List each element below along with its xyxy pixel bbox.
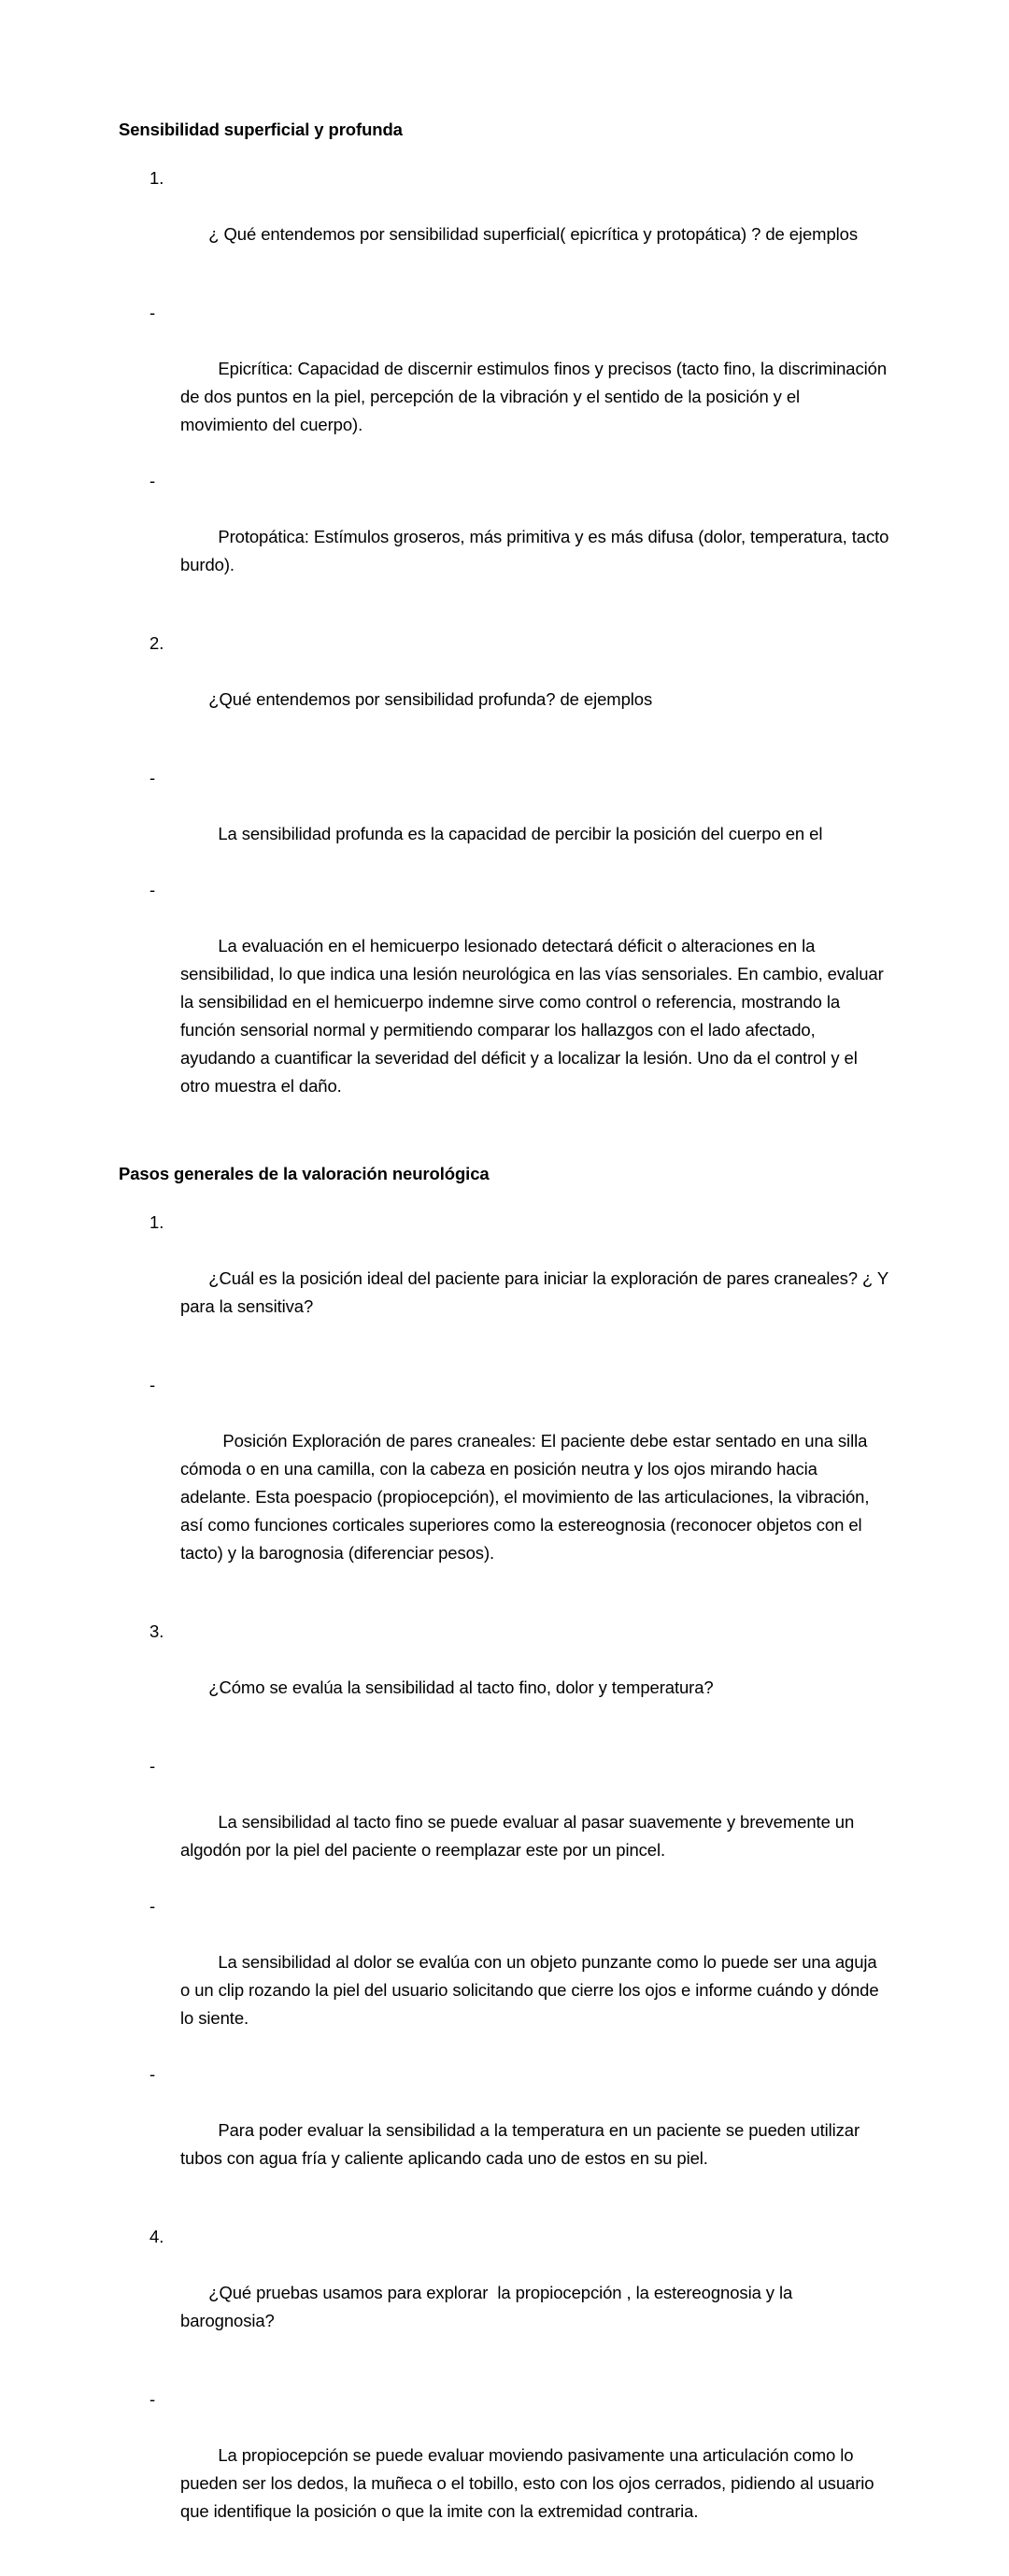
list-item-text: Epicrítica: Capacidad de discernir estimulos finos y precisos (tacto fino, la discriminación de dos puntos en la piel, percepción de la vibración y el sentido de la posición y el movimiento del cuerpo). bbox=[180, 359, 892, 434]
list-marker: 2. bbox=[149, 633, 164, 653]
list-item-text: La propiocepción se puede evaluar moviendo pasivamente una articulación como lo pueden ser los dedos, la muñeca o el tobillo, esto con los ojos cerrados, pidiendo al usuario que identifique la posición o que la imite con la extremidad contraria. bbox=[180, 2445, 879, 2521]
question-2-3 bbox=[119, 1618, 890, 1730]
question-text: ¿Qué pruebas usamos para explorar la propiocepción , la estereognosia y la barognosia? bbox=[180, 2283, 798, 2330]
list-item-text: Posición Exploración de pares craneales: El paciente debe estar sentado en una silla cómoda o en una camilla, con la cabeza en posición neutra y los ojos mirando hacia adelante. Esta poespacio (propiocepción), el movimiento de las articulaciones, la vibración, así como funciones corticales superiores como la estereognosia (reconocer objetos con el tacto) y la barognosia (diferenciar pesos). bbox=[180, 1431, 874, 1563]
list-item bbox=[119, 876, 890, 1128]
dash-marker: - bbox=[149, 1896, 156, 1916]
section-1-heading: Sensibilidad superficial y profunda bbox=[119, 120, 403, 139]
dash-marker: - bbox=[149, 768, 156, 787]
list-item-text: La sensibilidad al tacto fino se puede evaluar al pasar suavemente y brevemente un algodón por la piel del paciente o reemplazar este por un pincel. bbox=[180, 1812, 860, 1860]
dash-marker: - bbox=[149, 1756, 156, 1776]
question-1-2 bbox=[119, 630, 890, 742]
list-item bbox=[119, 467, 894, 607]
question-1-1 bbox=[119, 164, 890, 276]
answer-list-1-1 bbox=[119, 299, 894, 607]
question-text: ¿Qué entendemos por sensibilidad profunda? de ejemplos bbox=[208, 689, 653, 709]
dash-marker: - bbox=[149, 1375, 156, 1394]
document-body bbox=[119, 116, 894, 2576]
question-2-4 bbox=[119, 2223, 890, 2363]
dash-marker: - bbox=[149, 2064, 156, 2084]
answer-list-2-1 bbox=[119, 1371, 890, 1595]
question-text: ¿Cuál es la posición ideal del paciente para iniciar la exploración de pares craneales? ¿ Y para la sensitiva? bbox=[180, 1268, 893, 1316]
answer-list-1-2 bbox=[119, 764, 890, 1128]
list-item bbox=[119, 764, 890, 876]
question-2-1 bbox=[119, 1209, 893, 1349]
list-marker: 1. bbox=[149, 168, 164, 188]
list-item bbox=[119, 1892, 890, 2060]
list-item-text: La sensibilidad al dolor se evalúa con un objeto punzante como lo puede ser una aguja o un clip rozando la piel del usuario solicitando que cierre los ojos e informe cuándo y dónde lo siente. bbox=[180, 1952, 884, 2028]
section-2-heading: Pasos generales de la valoración neurológica bbox=[119, 1164, 490, 1183]
section-2 bbox=[119, 1160, 890, 1188]
list-item bbox=[119, 2385, 890, 2554]
list-item bbox=[119, 1371, 890, 1595]
answer-list-2-4 bbox=[119, 2385, 890, 2554]
dash-marker: - bbox=[149, 880, 156, 899]
dash-marker: - bbox=[149, 303, 156, 322]
section-1 bbox=[119, 116, 890, 144]
question-text: ¿ Qué entendemos por sensibilidad superficial( epicrítica y protopática) ? de ejemplos bbox=[208, 224, 859, 244]
list-item-text: La sensibilidad profunda es la capacidad de percibir la posición del cuerpo en el bbox=[218, 824, 823, 843]
list-item-text: Protopática: Estímulos groseros, más primitiva y es más difusa (dolor, temperatura, tacto burdo). bbox=[180, 527, 894, 574]
list-marker: 1. bbox=[149, 1212, 164, 1232]
list-item bbox=[119, 2060, 890, 2201]
question-text: ¿Cómo se evalúa la sensibilidad al tacto fino, dolor y temperatura? bbox=[208, 1677, 714, 1697]
list-item-text: La evaluación en el hemicuerpo lesionado detectará déficit o alteraciones en la sensibilidad, lo que indica una lesión neurológica en las vías sensoriales. En cambio, evaluar la sensibilidad en el hemicuerpo indemne sirve como control o referencia, mostrando la función sensorial normal y permitiendo comparar los hallazgos con el lado afectado, ayudando a cuantificar la severidad del déficit y a localizar la lesión. Uno da el control y el otro muestra el daño. bbox=[180, 936, 888, 1096]
list-marker: 4. bbox=[149, 2227, 164, 2246]
list-item bbox=[119, 299, 890, 467]
list-item-text: Para poder evaluar la sensibilidad a la temperatura en un paciente se pueden utilizar tubos con agua fría y caliente aplicando cada uno de estos en su piel. bbox=[180, 2120, 865, 2168]
list-marker: 3. bbox=[149, 1621, 164, 1641]
dash-marker: - bbox=[149, 471, 156, 490]
dash-marker: - bbox=[149, 2389, 156, 2409]
answer-list-2-3 bbox=[119, 1752, 890, 2201]
list-item bbox=[119, 1752, 890, 1892]
